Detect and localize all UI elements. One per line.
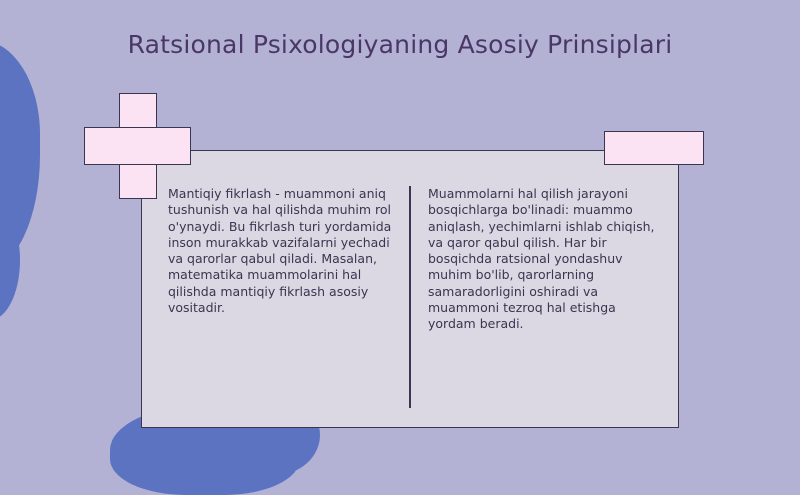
slide-title: Ratsional Psixologiyaning Asosiy Prinsiplari (127, 30, 673, 59)
left-column-text: Mantiqiy fikrlash - muammoni aniq tushunish va hal qilishda muhim rol o'ynaydi. Bu fikrlash turi yordamida inson murakkab vazifalarni yechadi va qarorlar qabul qiladi. Masalan, matematika muammolarini hal qilishda mantiqiy fikrlash asosiy vositadir. (168, 186, 392, 316)
right-column-text: Muammolarni hal qilish jarayoni bosqichlarga bo'linadi: muammo aniqlash, yechimlarni ishlab chiqish, va qaror qabul qilish. Har bir bosqichda ratsional yondashuv muhim bo'lib, qarorlarning samaradorligini oshiradi va muammoni tezroq hal etishga yordam beradi. (428, 186, 655, 332)
column-divider (409, 186, 411, 408)
decorative-pink-tab (604, 131, 704, 165)
plus-shape-center (121, 129, 154, 162)
